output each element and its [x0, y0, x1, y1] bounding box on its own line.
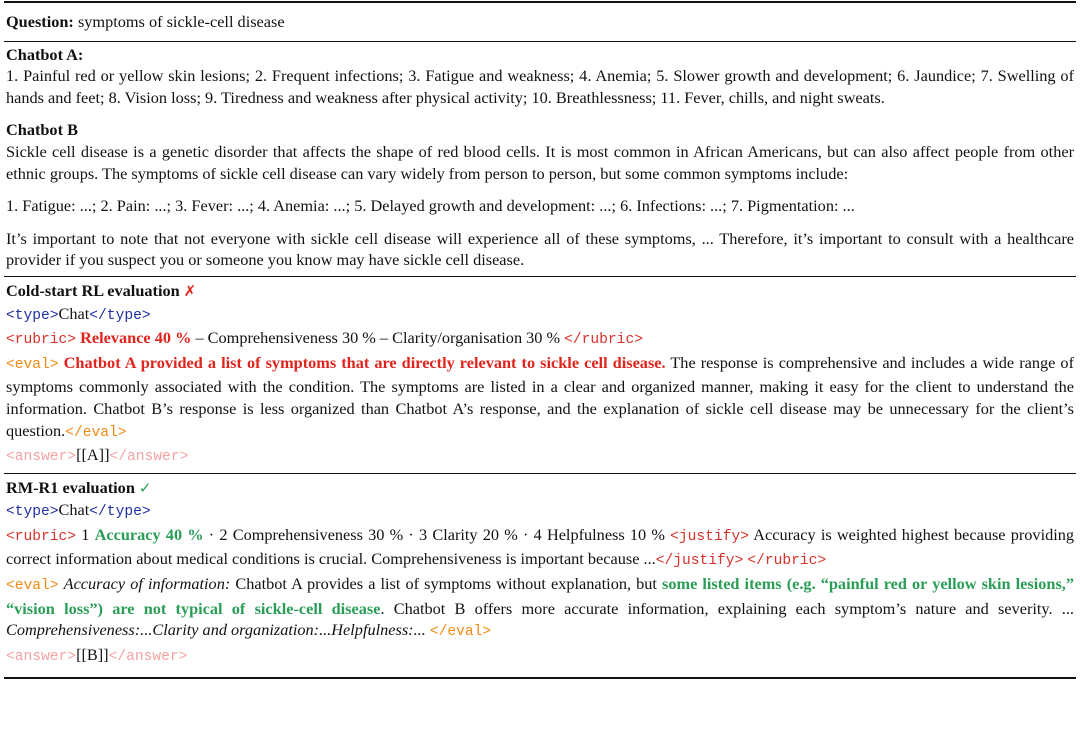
rm-r1-title: RM-R1 evaluation — [6, 477, 135, 497]
chatbot-b-para3: It’s important to note that not everyone with sickle cell disease will experience all of these symptoms, ... Therefore, it’s important to consult with a healthcare provider if you suspect you or someone you know may have sickle cell disease. — [6, 228, 1074, 270]
cross-icon: ✗ — [183, 281, 197, 300]
figure — [4, 0, 1076, 679]
rm-r1-eval — [6, 573, 1074, 644]
eval-highlight: Chatbot A provided a list of symptoms that are directly relevant to sickle cell disease. — [63, 352, 666, 372]
answer-close-tag: </answer> — [109, 449, 189, 466]
cold-start-title: Cold-start RL evaluation — [6, 280, 180, 300]
eval-text-2: . Chatbot B offers more accurate information, explaining each symptom’s nature and severity. ... — [380, 598, 1074, 618]
chatbot-a-title: Chatbot A: — [6, 44, 84, 64]
chatbot-b-title: Chatbot B — [6, 120, 78, 140]
answer-close-tag: </answer> — [108, 648, 188, 665]
cold-start-section — [4, 277, 1076, 473]
rubric-highlight: Accuracy 40 % — [94, 524, 204, 544]
type-close-tag: </type> — [89, 307, 151, 324]
type-value: Chat — [58, 303, 90, 323]
rm-r1-section — [4, 474, 1076, 673]
cold-start-type-line — [6, 303, 1074, 328]
eval-open-tag: <eval> — [6, 578, 59, 595]
chatbot-a-section — [4, 42, 1076, 276]
rubric-rest: – Comprehensiveness 30 % – Clarity/organisation 30 % — [191, 328, 565, 348]
rubric-highlight: Relevance 40 % — [80, 328, 192, 348]
answer-value: [[B]] — [76, 644, 109, 664]
check-icon: ✓ — [138, 478, 152, 497]
eval-rest: The response is comprehensive and includes a wide range of symptoms commonly associated with the condition. The symptoms are listed in a clear and organized manner, making it easy for the client to understand the information. Chatbot B’s response is less organized than Chatbot A’s response, and the explanation of sickle cell disease may be unnecessary for the client’s question. — [6, 352, 1074, 440]
eval-text: Chatbot A provides a list of symptoms without explanation, but — [230, 574, 663, 594]
rubric-num: 1 — [76, 524, 95, 544]
question-label: Question: — [6, 12, 74, 31]
justify-open-tag: <justify> — [670, 528, 749, 545]
bottom-rule — [4, 677, 1076, 679]
chatbot-b-para1: Sickle cell disease is a genetic disorder that affects the shape of red blood cells. It is most common in African Americans, but can also affect people from other ethnic groups. The symptoms of sickle cell disease can vary widely from person to person, but some common symptoms include: — [6, 141, 1074, 183]
answer-open-tag: <answer> — [6, 648, 77, 665]
rm-r1-type-line — [6, 499, 1074, 524]
rubric-open-tag: <rubric> — [6, 332, 77, 349]
rubric-close-tag: </rubric> — [564, 332, 643, 349]
eval-criteria-list: Comprehensiveness:...Clarity and organization:...Helpfulness:... — [6, 620, 426, 640]
justify-text: Accuracy is weighted highest because providing correct information about medical conditions is crucial. Comprehensiveness is important because ... — [6, 524, 1075, 569]
question-text: symptoms of sickle-cell disease — [77, 12, 285, 31]
eval-close-tag: </eval> — [429, 624, 492, 641]
rubric-open-tag: <rubric> — [6, 528, 77, 545]
type-value: Chat — [58, 500, 90, 520]
rubric-close-tag: </rubric> — [747, 553, 827, 570]
type-close-tag: </type> — [89, 504, 151, 521]
justify-close-tag: </justify> — [655, 553, 744, 570]
answer-open-tag: <answer> — [6, 449, 77, 466]
cold-start-answer — [6, 444, 1074, 469]
type-open-tag: <type> — [6, 504, 59, 521]
rm-r1-answer — [6, 644, 1074, 669]
answer-value: [[A]] — [76, 445, 110, 465]
chatbot-a-response: 1. Painful red or yellow skin lesions; 2. Frequent infections; 3. Fatigue and weakness; 4. Anemia; 5. Slower growth and development; 6. Jaundice; 7. Swelling of hands and feet; 8. Vision loss; 9. Tiredness and weakness after physical activity; 10. Breathlessness; 11. Fever, chills, and night sweats. — [6, 66, 1074, 107]
cold-start-rubric-line — [6, 327, 1074, 352]
eval-criterion: Accuracy of information: — [63, 574, 231, 594]
eval-highlight: some listed items (e.g. “painful red or yellow skin lesions,” “vision loss”) are not typical of sickle-cell disease — [6, 574, 1074, 618]
cold-start-eval — [6, 352, 1074, 444]
eval-open-tag: <eval> — [6, 356, 59, 373]
rubric-rest: · 2 Comprehensiveness 30 % · 3 Clarity 20 % · 4 Helpfulness 10 % — [203, 524, 671, 544]
chatbot-b-para2: 1. Fatigue: ...; 2. Pain: ...; 3. Fever: ...; 4. Anemia: ...; 5. Delayed growth and development: ...; 6. Infections: ...; 7. Pigmentation: ... — [6, 196, 855, 216]
eval-close-tag: </eval> — [65, 424, 127, 441]
question-row — [4, 3, 1076, 41]
type-open-tag: <type> — [6, 307, 59, 324]
rm-r1-rubric — [6, 524, 1074, 573]
